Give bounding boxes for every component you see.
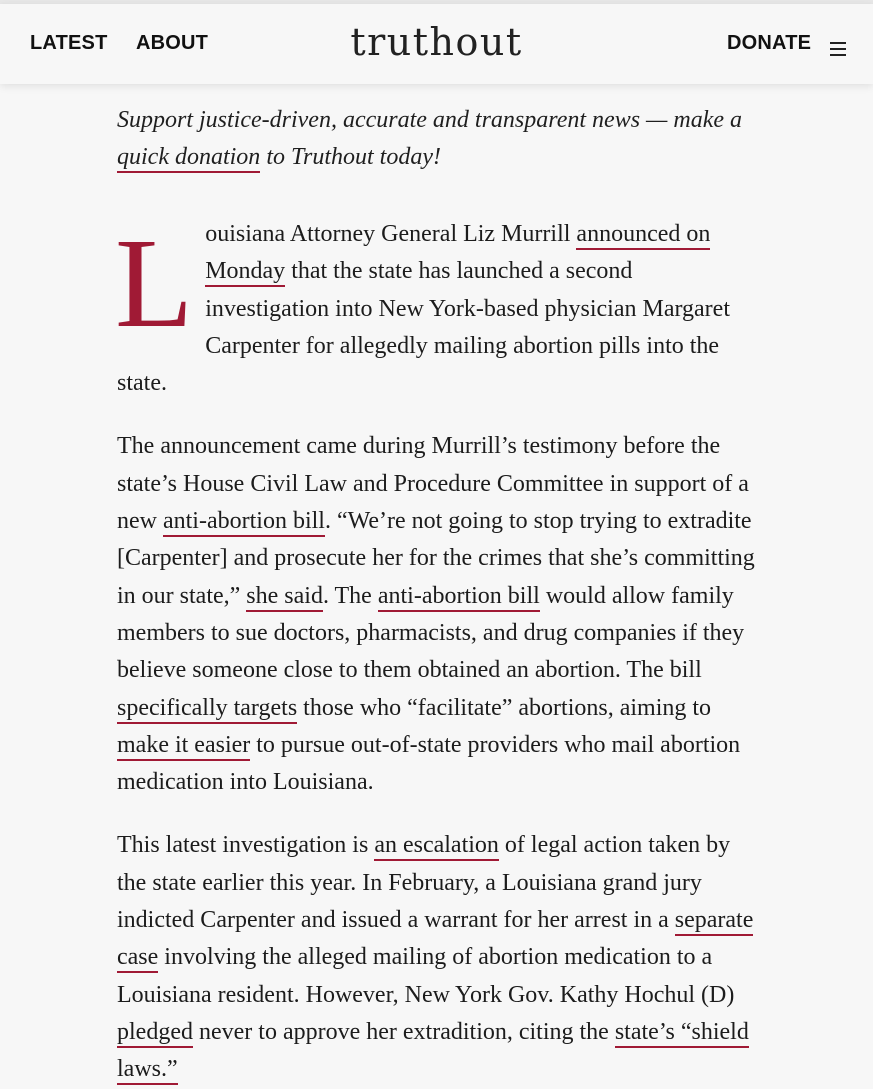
paragraph-text: that the state has launched a second investigation into New York-based physician Margaret Carpenter for allegedly mailing abortion pills into the state. [117, 258, 730, 397]
paragraph-text: involving the alleged mailing of abortion medication to a Louisiana resident. However, New York Gov. Kathy Hochul (D) [117, 944, 735, 1008]
shield-laws-link[interactable]: state’s “shield laws.” [117, 1019, 749, 1085]
paragraph-text: . The [322, 582, 378, 609]
paragraph-text: would allow family members to sue doctors, pharmacists, and drug companies if they believe someone close to them obtained an abortion. The bill [117, 582, 745, 684]
site-header [0, 4, 873, 84]
she-said-link[interactable]: she said [246, 583, 323, 612]
paragraph-text: never to approve her extradition, citing the [192, 1018, 615, 1045]
make-it-easier-link[interactable]: make it easier [117, 732, 250, 761]
pledged-link[interactable]: pledged [117, 1019, 193, 1048]
article-paragraph-3 [117, 827, 757, 1088]
anti-abortion-bill-link[interactable]: anti-abortion bill [163, 508, 325, 537]
quick-donation-link[interactable]: quick donation [117, 144, 260, 173]
paragraph-text: of legal action taken by the state earlier this year. In February, a Louisiana grand jury indicted Carpenter and issued a warrant for her arrest in a [117, 832, 731, 934]
an-escalation-link[interactable]: an escalation [374, 832, 499, 861]
article-paragraph-1 [115, 212, 757, 402]
nav-latest-link[interactable]: LATEST [30, 32, 108, 54]
site-logo[interactable]: truthout [350, 20, 523, 64]
drop-cap: L [115, 212, 194, 354]
nav-about-link[interactable]: ABOUT [136, 32, 209, 54]
article-body [0, 102, 873, 1089]
separate-case-link[interactable]: separate case [117, 907, 753, 973]
nav-donate-link[interactable]: DONATE [727, 32, 812, 54]
paragraph-text: . “We’re not going to stop trying to extradite [Carpenter] and prosecute her for the crimes that she’s committing in our state,” [117, 508, 755, 609]
paragraph-text: This latest investigation is [117, 832, 375, 859]
article-paragraph-2 [117, 428, 757, 801]
anti-abortion-bill-link-2[interactable]: anti-abortion bill [378, 583, 540, 612]
paragraph-text: those who “facilitate” abortions, aiming to [297, 694, 712, 721]
paragraph-text: The announcement came during Murrill’s testimony before the state’s House Civil Law and Procedure Committee in support of a new [117, 433, 749, 535]
hamburger-menu-icon[interactable] [830, 42, 846, 56]
donation-callout-text: Support justice-driven, accurate and transparent news — make a [117, 107, 743, 133]
donation-callout-text-end: to Truthout today! [260, 144, 441, 170]
donation-callout [117, 102, 757, 176]
paragraph-text: to pursue out-of-state providers who mail abortion medication into Louisiana. [117, 731, 741, 796]
specifically-targets-link[interactable]: specifically targets [117, 695, 297, 724]
announced-on-monday-link[interactable]: announced on Monday [205, 221, 710, 287]
paragraph-text: ouisiana Attorney General Liz Murrill [205, 221, 577, 247]
